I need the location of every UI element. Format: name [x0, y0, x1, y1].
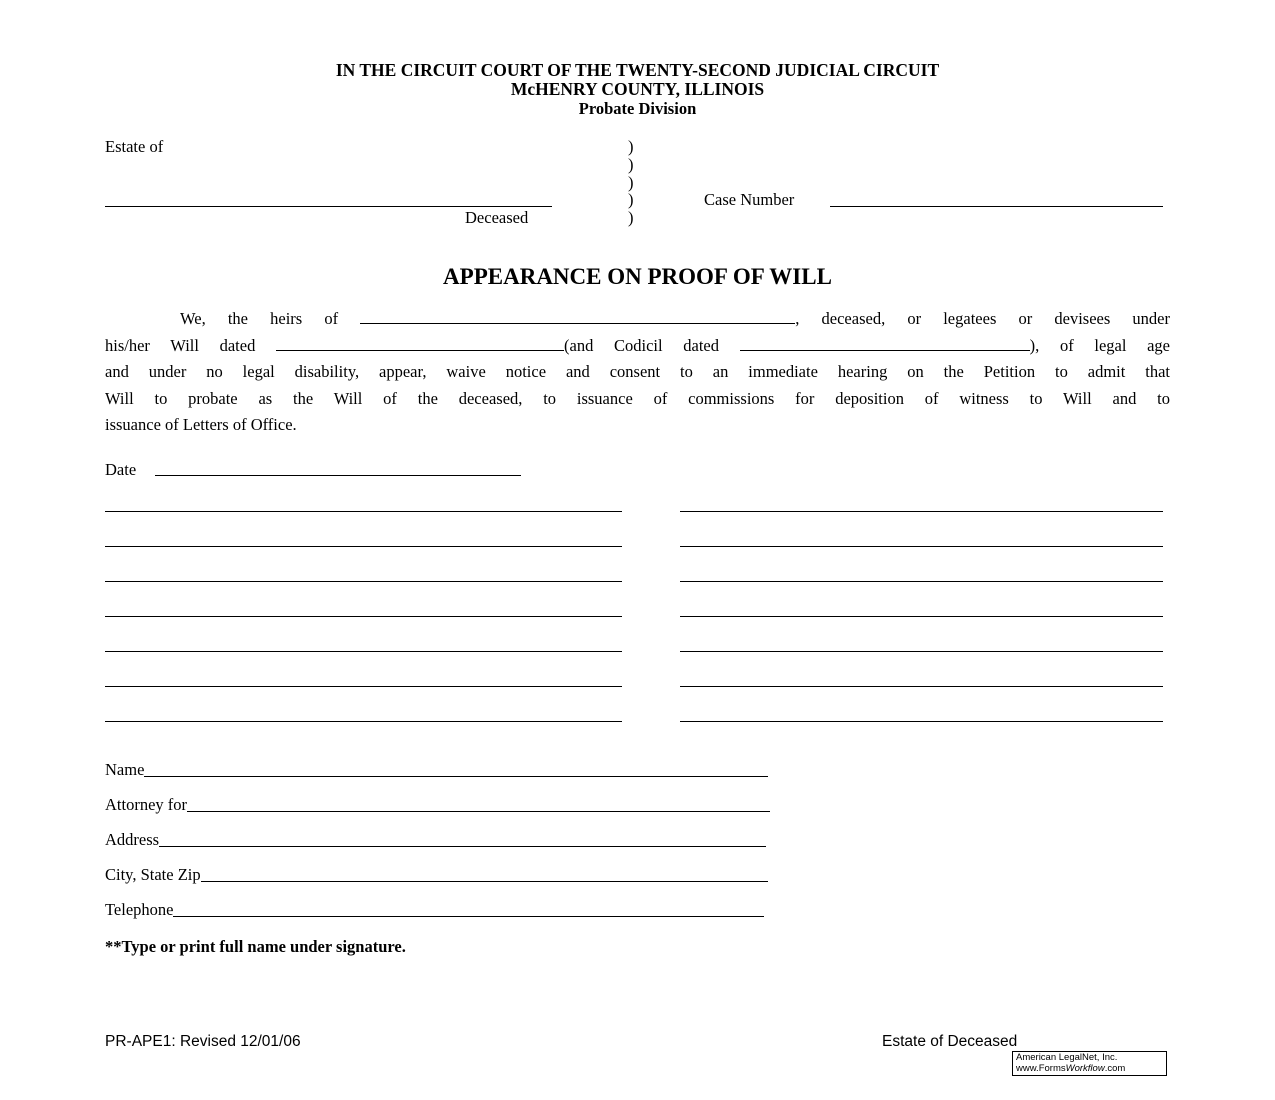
field-label: Name: [105, 760, 145, 779]
body-line-4: Will to probate as the Will of the deceased, to issuance of commissions for deposition of witness to Will and to: [105, 389, 1170, 408]
field-line[interactable]: [173, 916, 764, 917]
case-number-label: Case Number: [704, 190, 795, 209]
codicil-date-blank[interactable]: [740, 336, 1030, 351]
date-line[interactable]: [155, 475, 521, 476]
deceased-label: Deceased: [465, 208, 529, 227]
signature-note: **Type or print full name under signature.: [105, 937, 406, 956]
paren: ): [628, 208, 634, 227]
division-name: Probate Division: [578, 99, 697, 118]
publisher-box: [1012, 1051, 1167, 1076]
estate-of-label: Estate of: [105, 137, 164, 156]
signature-line[interactable]: [105, 616, 622, 617]
will-date-blank[interactable]: [276, 336, 564, 351]
text: www.Forms: [1016, 1063, 1066, 1074]
document-title: APPEARANCE ON PROOF OF WILL: [443, 264, 832, 289]
body-line-5: issuance of Letters of Office.: [105, 415, 297, 434]
court-name: IN THE CIRCUIT COURT OF THE TWENTY-SECOND JUDICIAL CIRCUIT: [335, 60, 940, 80]
text: his/her Will dated: [105, 336, 256, 355]
field-label: Address: [105, 830, 160, 849]
case-number-line[interactable]: [830, 206, 1163, 207]
signature-line[interactable]: [680, 686, 1163, 687]
form-category: Estate of Deceased: [882, 1033, 1018, 1050]
signature-line[interactable]: [680, 651, 1163, 652]
paren: ): [628, 190, 634, 209]
text: Workflow: [1065, 1063, 1105, 1074]
signature-line[interactable]: [105, 651, 622, 652]
field-line[interactable]: [187, 811, 770, 812]
paren: ): [628, 137, 634, 156]
text: , deceased, or legatees or devisees under: [795, 309, 1170, 328]
text: .com: [1104, 1063, 1126, 1074]
signature-line[interactable]: [680, 616, 1163, 617]
field-label: City, State Zip: [105, 865, 201, 884]
paren: ): [628, 155, 634, 174]
decedent-name-line[interactable]: [105, 206, 552, 207]
field-line[interactable]: [144, 776, 768, 777]
signature-line[interactable]: [105, 686, 622, 687]
text: We, the heirs of: [180, 309, 339, 328]
text: ), of legal age: [1029, 336, 1170, 355]
field-label: Attorney for: [105, 795, 188, 814]
publisher-website: [1016, 1063, 1166, 1074]
publisher-name: American LegalNet, Inc.: [1016, 1052, 1118, 1063]
body-line-1: [105, 309, 1170, 329]
form-id: PR-APE1: Revised 12/01/06: [105, 1033, 301, 1050]
text: (and Codicil dated: [564, 336, 719, 355]
signature-line[interactable]: [105, 581, 622, 582]
signature-line[interactable]: [105, 546, 622, 547]
field-line[interactable]: [201, 881, 768, 882]
county-name: McHENRY COUNTY, ILLINOIS: [510, 79, 765, 99]
field-label: Telephone: [105, 900, 174, 919]
signature-line[interactable]: [680, 511, 1163, 512]
heirs-of-blank[interactable]: [360, 309, 795, 324]
signature-line[interactable]: [105, 511, 622, 512]
body-line-3: and under no legal disability, appear, waive notice and consent to an immediate hearing on the Petition to admit that: [105, 362, 1170, 381]
field-line[interactable]: [159, 846, 766, 847]
signature-line[interactable]: [680, 546, 1163, 547]
paren: ): [628, 173, 634, 192]
body-line-2: [105, 336, 1170, 356]
signature-line[interactable]: [680, 581, 1163, 582]
signature-line[interactable]: [680, 721, 1163, 722]
date-label: Date: [105, 460, 137, 479]
signature-line[interactable]: [105, 721, 622, 722]
